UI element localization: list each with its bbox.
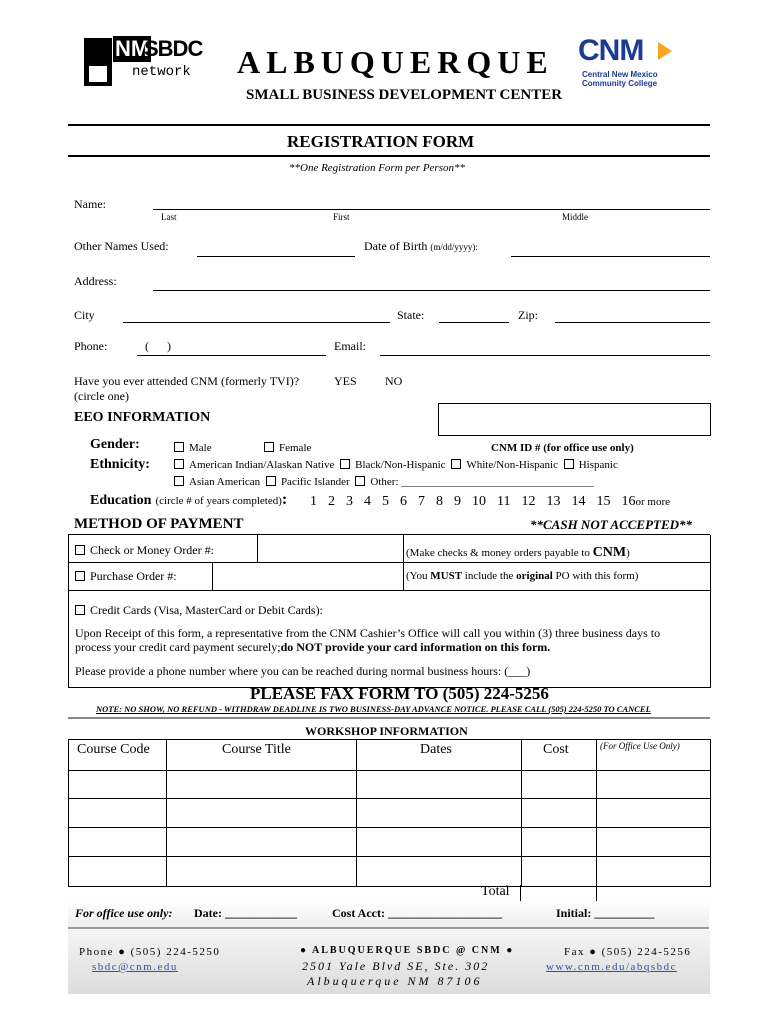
- phone-provide: Please provide a phone number where you can be reached during normal business hours: (___): [75, 664, 531, 678]
- ethnicity-row-2: [174, 476, 594, 488]
- name-field[interactable]: [153, 209, 710, 210]
- footer-address2: Albuquerque NM 87106: [307, 974, 483, 988]
- address-field[interactable]: [153, 290, 710, 291]
- attended-question: Have you ever attended CNM (formerly TVI)?: [74, 374, 300, 388]
- page-title: ALBUQUERQUE: [237, 44, 554, 80]
- city-field[interactable]: [123, 322, 390, 323]
- eeo-heading: EEO INFORMATION: [74, 410, 211, 425]
- other-names-field[interactable]: [197, 256, 355, 257]
- education-year-4[interactable]: 4: [364, 494, 371, 509]
- education-year-7[interactable]: 7: [418, 494, 425, 509]
- sbdc-logo-network: network: [132, 64, 191, 80]
- state-label: State:: [397, 308, 425, 322]
- ethnicity-pacific[interactable]: Pacific Islander: [266, 476, 350, 488]
- name-label: Name:: [74, 197, 106, 211]
- first-label: First: [333, 212, 350, 222]
- table-row[interactable]: [69, 798, 710, 799]
- check-note: (Make checks & money orders payable to CNM): [406, 545, 630, 560]
- cnm-logo-text: CNM: [578, 34, 644, 67]
- footer-fax: Fax ● (505) 224-5256: [564, 946, 692, 958]
- credit-option[interactable]: Credit Cards (Visa, MasterCard or Debit Cards):: [75, 603, 323, 618]
- header-divider-bottom: [68, 155, 710, 157]
- ethnicity-label: Ethnicity:: [90, 457, 150, 472]
- city-label: City: [74, 308, 95, 322]
- table-row[interactable]: [69, 827, 710, 828]
- checkbox-icon: [174, 442, 184, 452]
- cnm-arrow-icon: [658, 42, 672, 60]
- education-year-1[interactable]: 1: [310, 494, 317, 509]
- checkbox-icon: [174, 476, 184, 486]
- form-note: **One Registration Form per Person**: [289, 162, 465, 174]
- other-names-label: Other Names Used:: [74, 239, 169, 253]
- attended-no[interactable]: NO: [385, 374, 403, 388]
- education-year-3[interactable]: 3: [346, 494, 353, 509]
- sbdc-logo-nm: NM: [115, 36, 150, 61]
- office-use-label: For office use only:: [75, 906, 173, 920]
- address-label: Address:: [74, 274, 117, 288]
- workshop-heading: WORKSHOP INFORMATION: [305, 724, 468, 738]
- col-dates: Dates: [420, 742, 452, 757]
- gender-female[interactable]: Female: [264, 442, 311, 454]
- education-year-15[interactable]: 15: [596, 494, 611, 509]
- education-label: Education: [90, 493, 152, 508]
- gender-male[interactable]: Male: [174, 442, 212, 454]
- email-label: Email:: [334, 339, 366, 353]
- phone-label: Phone:: [74, 339, 108, 353]
- middle-label: Middle: [562, 212, 588, 222]
- checkbox-icon: [174, 459, 184, 469]
- check-option[interactable]: Check or Money Order #:: [75, 543, 214, 558]
- page-subtitle: SMALL BUSINESS DEVELOPMENT CENTER: [246, 87, 563, 103]
- footer-address1: 2501 Yale Blvd SE, Ste. 302: [302, 959, 490, 973]
- dob-label: Date of Birth (m/dd/yyyy):: [364, 239, 478, 253]
- cnm-logo: [578, 34, 688, 88]
- footer-email[interactable]: sbdc@cnm.edu: [92, 961, 178, 973]
- circle-one: (circle one): [74, 389, 129, 403]
- education-note: (circle # of years completed): [155, 495, 282, 507]
- fax-heading: PLEASE FAX FORM TO (505) 224-5256: [250, 684, 549, 703]
- sbdc-logo-sbdc: SBDC: [144, 36, 203, 61]
- education-row: Education (circle # of years completed):: [90, 491, 288, 508]
- education-year-14[interactable]: 14: [571, 494, 586, 509]
- cnm-logo-line2: Community College: [582, 79, 658, 88]
- checkbox-icon: [264, 442, 274, 452]
- dob-field[interactable]: [511, 256, 710, 257]
- education-year-13[interactable]: 13: [546, 494, 561, 509]
- po-option[interactable]: Purchase Order #:: [75, 569, 177, 584]
- attended-yes[interactable]: YES: [334, 374, 357, 388]
- office-date: Date: ____________: [194, 906, 297, 920]
- form-heading: REGISTRATION FORM: [287, 132, 475, 151]
- receipt-text-2: process your credit card payment securely;do NOT provide your card information on this form.: [75, 640, 551, 654]
- cnm-logo-line1: Central New Mexico: [582, 70, 658, 79]
- checkbox-icon: [75, 571, 85, 581]
- cnm-id-box[interactable]: [438, 403, 711, 436]
- education-year-5[interactable]: 5: [382, 494, 389, 509]
- footer-web[interactable]: www.cnm.edu/abqsbdc: [546, 961, 678, 973]
- checkbox-icon: [451, 459, 461, 469]
- payment-heading: METHOD OF PAYMENT: [74, 516, 244, 532]
- sbdc-logo: [84, 36, 203, 88]
- education-or-more: or more: [635, 496, 670, 508]
- table-row[interactable]: [69, 856, 710, 857]
- col-course-code: Course Code: [77, 742, 150, 757]
- checkbox-icon: [340, 459, 350, 469]
- footer-org: ● ALBUQUERQUE SBDC @ CNM ●: [300, 945, 515, 956]
- education-year-6[interactable]: 6: [400, 494, 407, 509]
- po-number-field[interactable]: [212, 563, 402, 589]
- cash-not-accepted: **CASH NOT ACCEPTED**: [530, 517, 693, 532]
- table-row[interactable]: [69, 770, 710, 771]
- office-cost-acct: Cost Acct: ___________________: [332, 906, 502, 920]
- phone-area-code: ( ): [145, 339, 171, 353]
- education-year-9[interactable]: 9: [454, 494, 461, 509]
- phone-field[interactable]: [137, 355, 326, 356]
- fax-note: NOTE: NO SHOW, NO REFUND - WITHDRAW DEADLINE IS TWO BUSINESS-DAY ADVANCE NOTICE. PLEASE CALL (505) 224-5250 TO CANCEL: [96, 704, 651, 714]
- ethnicity-american-indian[interactable]: American Indian/Alaskan Native: [174, 459, 334, 471]
- col-cost: Cost: [543, 742, 569, 757]
- education-years: [310, 494, 670, 510]
- receipt-text-1: Upon Receipt of this form, a representative from the CNM Cashier’s Office will call you within (3) three business days to: [75, 626, 661, 640]
- ethnicity-white[interactable]: White/Non-Hispanic: [451, 459, 558, 471]
- education-year-8[interactable]: 8: [436, 494, 443, 509]
- office-initial: Initial: __________: [556, 906, 655, 920]
- check-number-field[interactable]: [257, 536, 402, 562]
- workshop-table: [68, 739, 711, 887]
- footer-phone: Phone ● (505) 224-5250: [79, 946, 221, 958]
- zip-field[interactable]: [555, 322, 710, 323]
- education-year-16[interactable]: 16: [621, 494, 636, 509]
- checkbox-icon: [564, 459, 574, 469]
- zip-label: Zip:: [518, 308, 538, 322]
- gender-label: Gender:: [90, 437, 140, 452]
- po-note: (You MUST include the original PO with this form): [406, 570, 639, 582]
- ethnicity-hispanic[interactable]: Hispanic: [564, 459, 618, 471]
- education-year-10[interactable]: 10: [472, 494, 486, 509]
- ethnicity-other[interactable]: Other: ___________________________________: [355, 476, 593, 488]
- header-divider-top: [68, 124, 710, 126]
- ethnicity-black[interactable]: Black/Non-Hispanic: [340, 459, 445, 471]
- education-year-11[interactable]: 11: [497, 494, 511, 509]
- col-course-title: Course Title: [222, 742, 291, 757]
- state-field[interactable]: [439, 322, 509, 323]
- col-office-use: (For Office Use Only): [600, 741, 680, 751]
- cnm-id-label: CNM ID # (for office use only): [491, 442, 634, 454]
- checkbox-icon: [355, 476, 365, 486]
- last-label: Last: [161, 212, 177, 222]
- checkbox-icon: [75, 545, 85, 555]
- education-year-12[interactable]: 12: [521, 494, 536, 509]
- email-field[interactable]: [380, 355, 710, 356]
- total-field[interactable]: [520, 885, 597, 902]
- ethnicity-asian[interactable]: Asian American: [174, 476, 260, 488]
- checkbox-icon: [266, 476, 276, 486]
- ethnicity-row-1: [174, 459, 618, 471]
- total-label: Total: [481, 884, 510, 899]
- education-year-2[interactable]: 2: [328, 494, 335, 509]
- checkbox-icon: [75, 605, 85, 615]
